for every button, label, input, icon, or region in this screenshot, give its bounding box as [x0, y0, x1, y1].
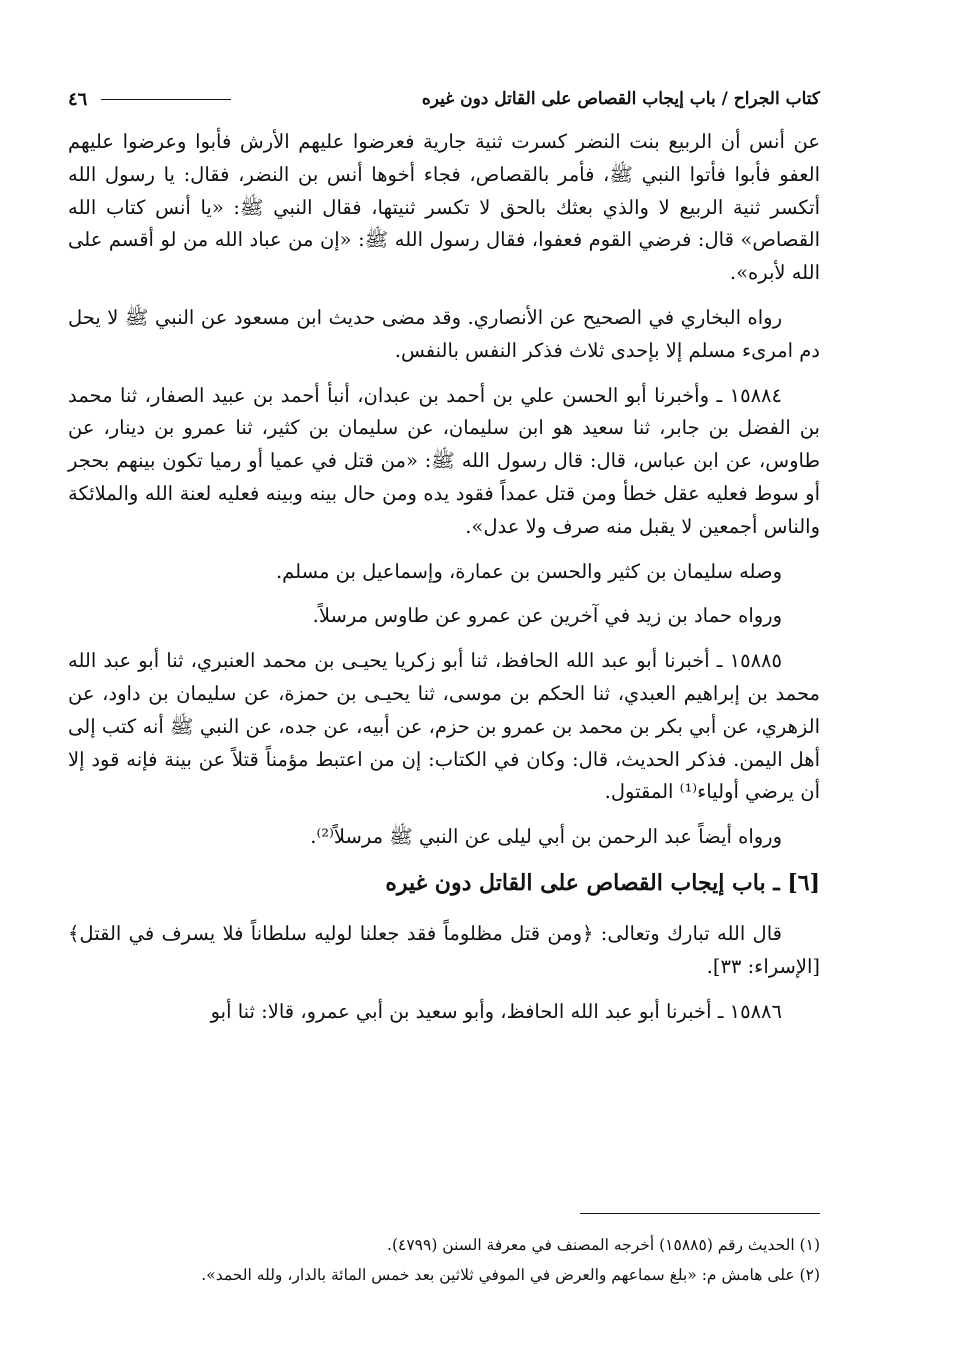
running-header — [68, 82, 820, 116]
footnote: (١) الحديث رقم (١٥٨٨٥) أخرجه المصنف في معرفة السنن (٤٧٩٩). — [387, 1236, 820, 1254]
paragraph: عن أنس أن الربيع بنت النضر كسرت ثنية جارية فعرضوا عليهم الأرش فأبوا وعرضوا عليهم العفو فأبوا فأتوا النبي ﷺ، فأمر بالقصاص، فجاء أخوها أنس بن النضر، فقال: يا رسول الله أتكسر ثنية الربيع لا والذي بعثك بالحق لا تكسر ثنيتها، فقال النبي ﷺ: «يا أنس كتاب الله القصاص» قال: فرضي القوم فعفوا، فقال رسول الله ﷺ: «إن من عباد الله من لو أقسم على الله لأبره». — [68, 130, 820, 285]
page-content — [68, 82, 820, 1040]
body-text — [68, 126, 820, 1028]
header-rule — [101, 99, 231, 100]
footnotes — [68, 1230, 820, 1290]
paragraph: قال الله تبارك وتعالى: ﴿ومن قتل مظلوماً فقد جعلنا لوليه سلطاناً فلا يسرف في القتل﴾ [الإسراء: ٣٣]. — [68, 921, 820, 978]
header-left — [68, 89, 237, 110]
paragraph: ورواه أيضاً عبد الرحمن بن أبي ليلى عن النبي ﷺ مرسلاً⁽²⁾. — [310, 825, 782, 849]
paragraph: رواه البخاري في الصحيح عن الأنصاري. وقد مضى حديث ابن مسعود عن النبي ﷺ لا يحل دم امرىء مسلم إلا بإحدى ثلاث فذكر النفس بالنفس. — [68, 305, 820, 362]
footnote-separator — [580, 1213, 820, 1214]
hadith-paragraph: ١٥٨٨٦ ـ أخبرنا أبو عبد الله الحافظ، وأبو سعيد بن أبي عمرو، قالا: ثنا أبو — [210, 999, 782, 1023]
chapter-heading: [٦] ـ باب إيجاب القصاص على القاتل دون غيره — [385, 869, 820, 896]
page-number: ٤٦ — [68, 88, 88, 110]
paragraph: ورواه حماد بن زيد في آخرين عن عمرو عن طاوس مرسلاً. — [312, 604, 782, 628]
running-title: كتاب الجراح / باب إيجاب القصاص على القاتل دون غيره — [421, 89, 820, 109]
hadith-paragraph: ١٥٨٨٥ ـ أخبرنا أبو عبد الله الحافظ، ثنا أبو زكريا يحيـى بن محمد العنبري، ثنا أبو عبد الله محمد بن إبراهيم العبدي، ثنا الحكم بن موسى، ثنا يحيـى بن حمزة، عن سليمان بن داود، عن الزهري، عن أبي بكر بن محمد بن عمرو بن حزم، عن أبيه، عن جده، عن النبي ﷺ أنه كتب إلى أهل اليمن. فذكر الحديث، قال: وكان في الكتاب: إن من اعتبط مؤمناً قتلاً عن بينة فإنه قود إلا أن يرضي أولياء⁽¹⁾ المقتول. — [68, 649, 820, 804]
footnote: (٢) على هامش م: «بلغ سماعهم والعرض في الموفي ثلاثين بعد خمس المائة بالدار، ولله الحمد». — [201, 1266, 820, 1284]
hadith-paragraph: ١٥٨٨٤ ـ وأخبرنا أبو الحسن علي بن أحمد بن عبدان، أنبأ أحمد بن عبيد الصفار، ثنا محمد بن الفضل بن جابر، ثنا سعيد هو ابن سليمان، عن سليمان بن كثير، ثنا عمرو بن دينار، عن طاوس، عن ابن عباس، قال: قال رسول الله ﷺ: «من قتل في عميا أو رميا تكون بينهم بحجر أو سوط فعليه عقل خطأ ومن قتل عمداً فقود يده ومن حال بينه وبينه فعليه لعنة الله والملائكة والناس أجمعين لا يقبل منه صرف ولا عدل». — [68, 383, 820, 538]
paragraph: وصله سليمان بن كثير والحسن بن عمارة، وإسماعيل بن مسلم. — [275, 559, 782, 583]
